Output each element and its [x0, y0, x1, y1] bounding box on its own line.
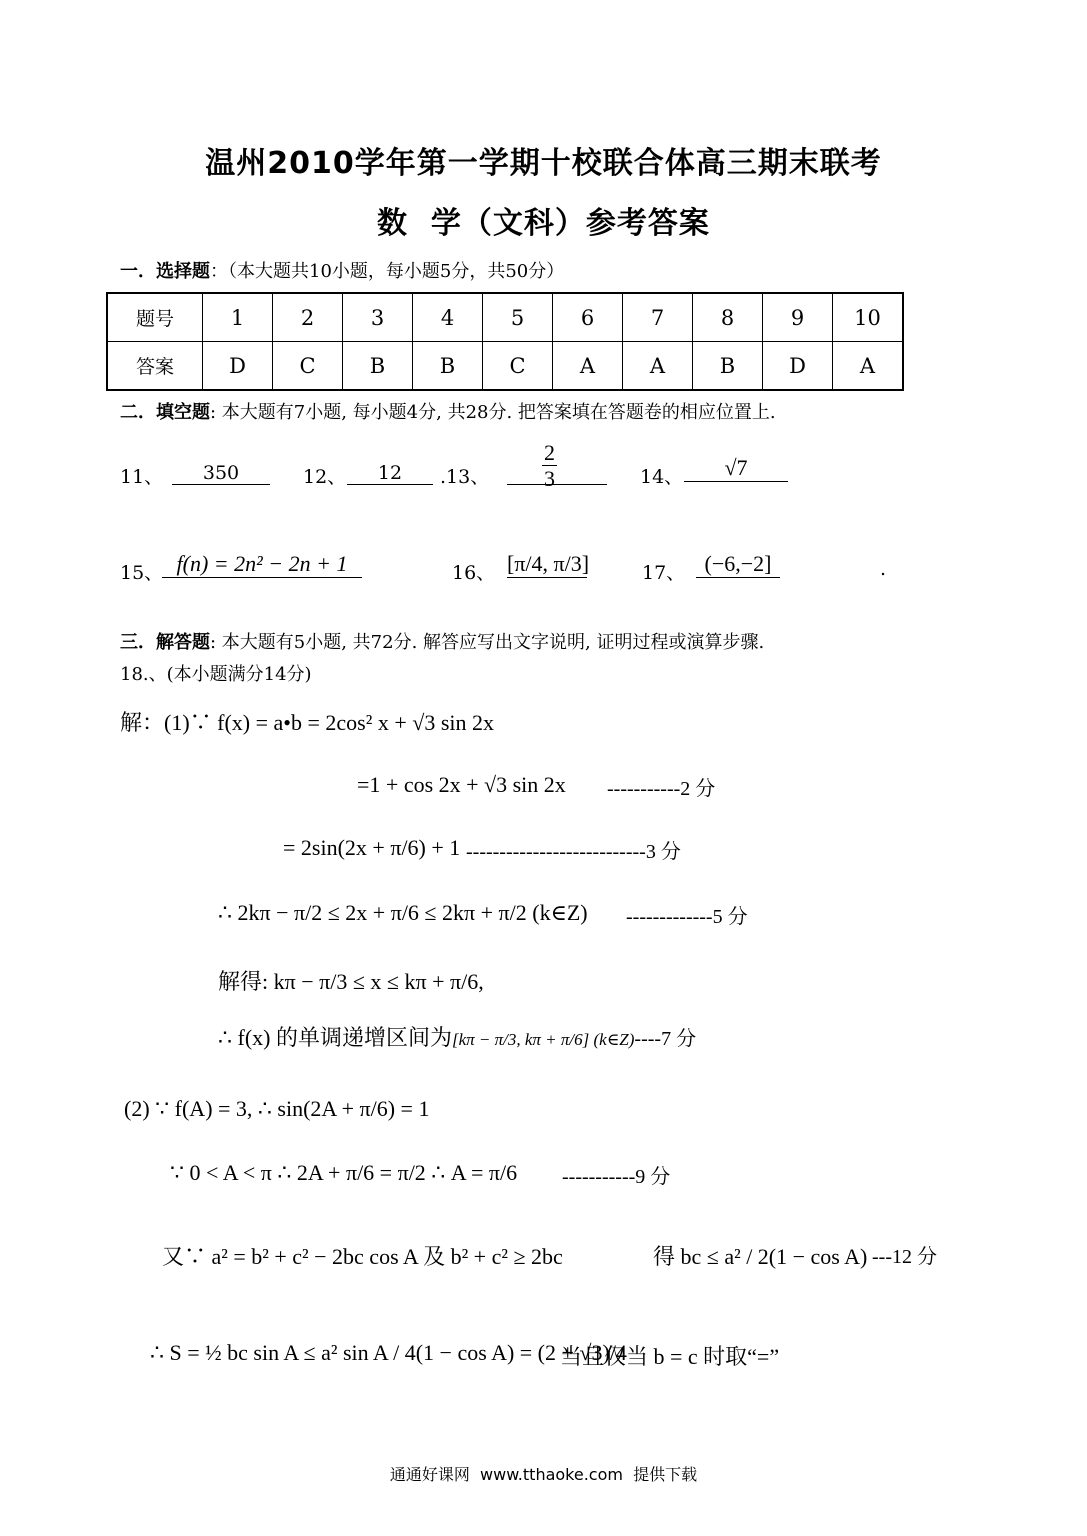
score-12: ---12 分 [872, 1246, 937, 1268]
solution-line-10: ∴ S = ½ bc sin A ≤ a² sin A / 4(1 − cos A) = (2 + √3)/4 [150, 1340, 627, 1365]
question-number: 6 [553, 293, 623, 342]
solution-line-8: ∵ 0 < A < π ∴ 2A + π/6 = π/2 ∴ A = π/6 [170, 1160, 518, 1185]
q11-answer: 350 [172, 462, 270, 485]
score-3: ---------------------------3 分 [466, 841, 681, 863]
section2-desc: : 本大题有7小题, 每小题4分, 共28分. 把答案填在答题卷的相应位置上. [210, 402, 776, 423]
q16-label: 16、 [452, 562, 496, 584]
q18-header: 18.、(本小题满分14分) [120, 664, 312, 685]
solution-line-3: = 2sin(2x + π/6) + 1 [283, 835, 461, 860]
solution-line-6-interval: [kπ − π/3, kπ + π/6] (k∈Z) [451, 1030, 635, 1049]
q11-label: 11、 [120, 466, 164, 488]
q13-answer [540, 440, 559, 492]
q14-answer: √7 [684, 455, 788, 482]
q15-answer: f(n) = 2n² − 2n + 1 [162, 551, 362, 578]
table-row [107, 293, 903, 342]
solution-line-5: 解得: kπ − π/3 ≤ x ≤ kπ + π/6, [218, 969, 484, 994]
q12-label: 12、 [303, 466, 347, 488]
solution-line-1: 解：(1)∵ f(x) = a•b = 2cos² x + √3 sin 2x [120, 710, 494, 735]
solution-line-4: ∴ 2kπ − π/2 ≤ 2x + π/6 ≤ 2kπ + π/2 (k∈Z) [218, 900, 588, 925]
question-number: 4 [413, 293, 483, 342]
answer-cell: A [623, 342, 693, 391]
solution-line-6-prefix: ∴ f(x) 的单调递增区间为 [218, 1025, 452, 1050]
solution-line-10-tail: 当且仅当 b = c 时取“=” [560, 1344, 780, 1369]
score-2: -----------2 分 [607, 778, 716, 800]
solution-line-7: (2) ∵ f(A) = 3, ∴ sin(2A + π/6) = 1 [124, 1096, 430, 1121]
answer-cell: B [343, 342, 413, 391]
section2-heading: 二．填空题 [120, 402, 210, 423]
answer-cell: B [693, 342, 763, 391]
section1-heading-line [120, 257, 564, 283]
section2-heading-line [120, 398, 776, 424]
q17-label: 17、 [642, 562, 686, 584]
q16-answer: [π/4, π/3] [507, 551, 590, 576]
q15-label: 15、 [120, 562, 164, 584]
answer-cell: C [483, 342, 553, 391]
section1-heading: 一．选择题 [120, 261, 210, 282]
question-number: 3 [343, 293, 413, 342]
answer-cell: D [203, 342, 273, 391]
answer-cell: A [553, 342, 623, 391]
solution-line-2: =1 + cos 2x + √3 sin 2x [357, 772, 566, 797]
question-number: 9 [763, 293, 833, 342]
q17-answer: (−6,−2] [696, 551, 780, 578]
table-row [107, 342, 903, 391]
question-number: 8 [693, 293, 763, 342]
page-title: 温州2010学年第一学期十校联合体高三期末联考 [205, 146, 882, 181]
solution-line-6 [218, 1021, 696, 1052]
section3-desc: : 本大题有5小题, 共72分. 解答应写出文字说明, 证明过程或演算步骤. [210, 632, 765, 653]
solution-line-9: 又∵ a² = b² + c² − 2bc cos A 及 b² + c² ≥ 2bc [162, 1244, 563, 1269]
question-number: 10 [833, 293, 904, 342]
q13-label: .13、 [440, 466, 490, 488]
section3-heading-line [120, 628, 764, 654]
table-row-label: 题号 [107, 293, 203, 342]
question-number: 1 [203, 293, 273, 342]
answer-cell: B [413, 342, 483, 391]
section1-desc: ：（本大题共10小题，每小题5分，共50分） [210, 261, 565, 282]
answer-cell: C [273, 342, 343, 391]
score-5: -------------5 分 [626, 906, 748, 928]
q13-numerator: 2 [544, 440, 555, 465]
choice-answer-table [106, 292, 904, 391]
q17-period: . [880, 558, 887, 580]
score-9: -----------9 分 [562, 1166, 671, 1188]
answer-cell: A [833, 342, 904, 391]
page-subtitle: 数 学（文科）参考答案 [377, 206, 710, 241]
q14-label: 14、 [640, 466, 684, 488]
page-footer: 通通好课网 www.tthaoke.com 提供下载 [389, 1465, 698, 1484]
question-number: 5 [483, 293, 553, 342]
q12-answer: 12 [347, 462, 433, 485]
question-number: 7 [623, 293, 693, 342]
score-7: ----7 分 [634, 1028, 697, 1050]
solution-line-9b: 得 bc ≤ a² / 2(1 − cos A) [653, 1244, 868, 1269]
section3-heading: 三．解答题 [120, 632, 210, 653]
question-number: 2 [273, 293, 343, 342]
answer-cell: D [763, 342, 833, 391]
table-row-label: 答案 [107, 342, 203, 391]
q13-denominator: 3 [544, 466, 555, 492]
